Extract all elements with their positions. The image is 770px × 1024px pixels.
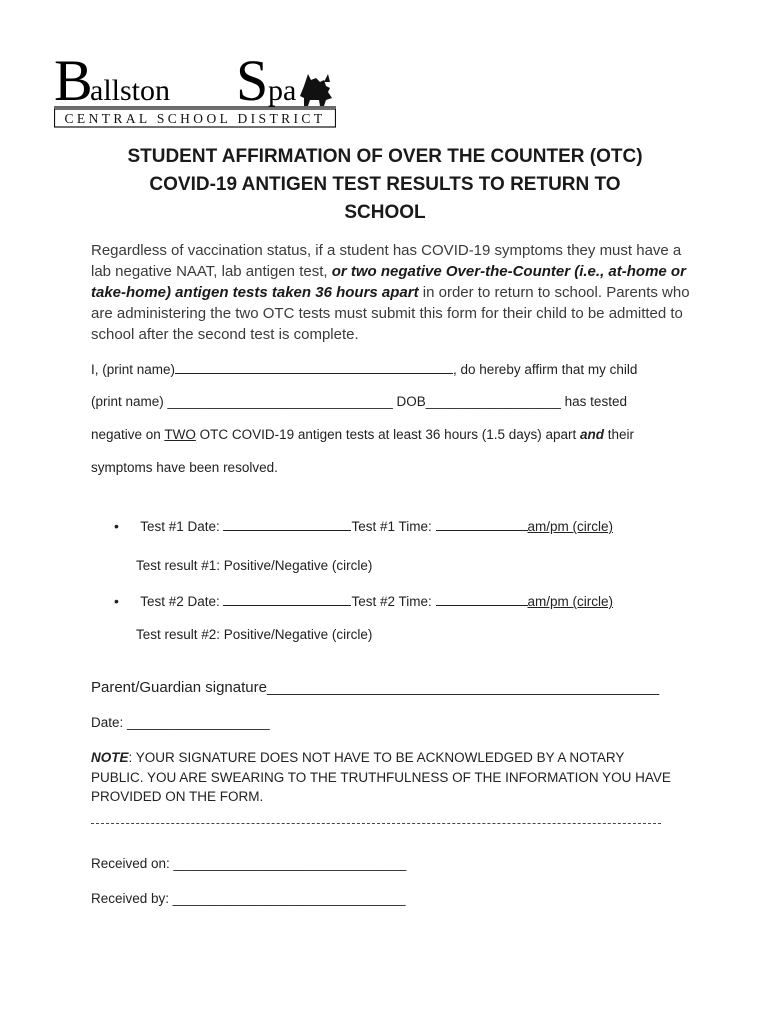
test-1-time-field[interactable] [436,518,528,531]
test-1-date-label: Test #1 Date: [140,519,224,534]
logo-big-b: B [54,52,93,113]
affirm-line3-b: OTC COVID-19 antigen tests at least 36 hours (1.5 days) apart [195,427,581,442]
intro-emphasis: or two negative Over-the-Counter (i.e., at-home or take-home) antigen tests taken 36 hours apart [91,263,686,301]
affirm-line-4: symptoms have been resolved. [91,460,278,475]
child-name-dob-line[interactable]: (print name) ______________________________ DOB__________________ has tested [91,394,627,409]
test-1-date-field[interactable] [223,518,351,531]
note-text: : YOUR SIGNATURE DOES NOT HAVE TO BE ACKNOWLEDGED BY A NOTARY PUBLIC. YOU ARE SWEARING TO THE TRUTHFULNESS OF THE INFORMATION YOU HAVE PROVIDED ON THE FORM. [91,750,671,804]
test-2-time-field[interactable] [436,593,528,606]
note-label: NOTE [91,750,129,765]
affirm-line-2 [91,394,627,409]
affirm-two: TWO [164,427,196,442]
logo-word-pa: pa [268,74,297,107]
received-by-field[interactable]: Received by: _______________________________ [91,891,406,906]
test-2-date-label: Test #2 Date: [140,594,224,609]
intro-paragraph [91,240,691,345]
logo-district-line: CENTRAL SCHOOL DISTRICT [64,111,326,126]
test-1-row [114,518,613,534]
affirm-line3-c: their [604,427,635,442]
signature-row [91,679,659,696]
intro-part-1: Regardless of vaccination status, if a student has COVID-19 symptoms they must have a lab negative NAAT, lab antigen test, [91,242,682,280]
test-2-ampm[interactable]: am/pm (circle) [527,594,614,609]
logo-big-s: S [236,52,269,113]
bullet: • [114,593,119,609]
signature-label: Parent/Guardian signature [91,679,267,696]
affirm-line-3 [91,427,634,442]
affirm-line-1 [91,361,637,377]
test-1-time-label: Test #1 Time: [351,519,436,534]
district-logo [54,52,336,132]
title-line-1: STUDENT AFFIRMATION OF OVER THE COUNTER (OTC) [127,146,643,167]
affirm-and: and [580,427,605,442]
test-1-ampm[interactable]: am/pm (circle) [527,519,614,534]
bullet: • [114,518,119,534]
scottie-dog-icon [300,74,332,106]
logo-graphic [54,52,336,132]
logo-word-ballston: allston [90,74,170,107]
date-field[interactable]: Date: ___________________ [91,715,270,730]
intro-part-2: in order to return to school. Parents who are administering the two OTC tests must submit this form for their child to be admitted to school after the second test is complete. [91,284,690,343]
test-2-row [114,593,613,609]
test-2-date-field[interactable] [223,593,351,606]
dashed-divider [91,823,661,824]
affirm-suffix: , do hereby affirm that my child [453,362,638,377]
affirm-prefix: I, (print name) [91,362,176,377]
test-2-time-label: Test #2 Time: [351,594,436,609]
signature-field[interactable]: _______________________________________________ [266,679,660,696]
received-on-field[interactable]: Received on: _______________________________ [91,856,407,871]
form-title [60,143,710,227]
title-line-2: COVID-19 ANTIGEN TEST RESULTS TO RETURN TO [149,174,621,195]
parent-name-field[interactable] [175,361,453,374]
notary-note [91,748,671,807]
test-1-result[interactable]: Test result #1: Positive/Negative (circle) [136,558,373,573]
affirm-line3-a: negative on [91,427,165,442]
test-2-result[interactable]: Test result #2: Positive/Negative (circle) [136,627,373,642]
title-line-3: SCHOOL [344,202,426,223]
